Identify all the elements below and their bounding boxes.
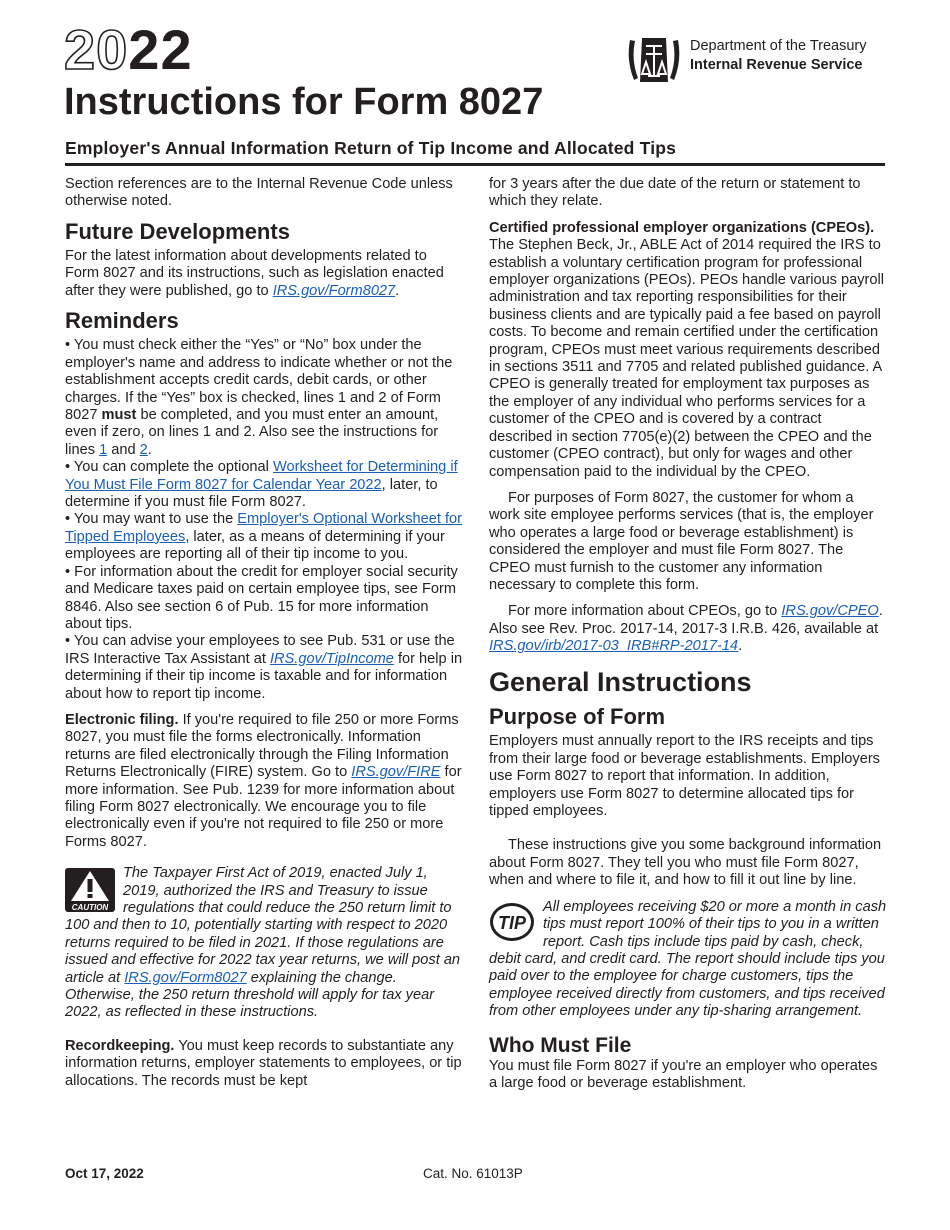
revision-date: Oct 17, 2022 xyxy=(65,1166,144,1181)
irs-cpeo-link[interactable]: IRS.gov/CPEO xyxy=(781,603,879,620)
general-instructions-heading: General Instructions xyxy=(489,666,752,697)
text-run: for help in determining if their tip income is taxable and for information about how to report tip income. xyxy=(65,650,463,702)
tip-note xyxy=(489,899,887,1021)
caution-icon xyxy=(65,868,115,912)
text-run: . xyxy=(147,441,152,458)
purpose-heading: Purpose of Form xyxy=(489,704,666,730)
purpose-paragraph-2: These instructions give you some background information about Form 8027. They tell you who must file Form 8027, when and where to file it, and how to fill it out line by line. xyxy=(489,837,882,889)
paragraph-lead: Recordkeeping. xyxy=(65,1037,175,1054)
reminder-item xyxy=(65,564,463,634)
irs-form8027-link[interactable]: IRS.gov/Form8027 xyxy=(272,282,396,299)
reminder-item xyxy=(65,337,463,459)
text-run: If you're required to file 250 or more Forms 8027, you must file the forms electronically. Information returns are filed electronically through the Filing Information Returns Electronically (FIRE) system. Go to xyxy=(65,711,459,781)
year-outline: 20 xyxy=(64,18,129,81)
tipped-employees-worksheet-link[interactable]: Employer's Optional Worksheet for Tipped Employees xyxy=(65,511,463,545)
irs-fire-link[interactable]: IRS.gov/FIRE xyxy=(351,764,441,781)
agency-department: Department of the Treasury xyxy=(690,38,867,54)
future-developments-text xyxy=(65,248,463,300)
bullet-icon: • xyxy=(65,511,74,528)
recordkeeping-paragraph xyxy=(65,1038,463,1090)
text-run: For more information about CPEOs, go to xyxy=(508,603,782,620)
electronic-filing-paragraph xyxy=(65,712,463,851)
text-run: You must keep records to substantiate any information returns, employer statements to employees, or tip allocations. The records must be kept xyxy=(65,1037,462,1089)
text-run: All employees receiving $20 or more a month in cash tips must report 100% of their tips to you in a written report. Cash tips include tips paid by cash, check, debit card, and credit card. The report should include tips you paid over to the employee for charge customers, tips the employee received directly from customers, and tips received from other employees under any tip-sharing arrangement. xyxy=(489,898,887,1020)
cpeo-paragraph-3 xyxy=(489,603,887,655)
future-developments-heading: Future Developments xyxy=(65,218,290,244)
reminder-item xyxy=(65,459,463,511)
cpeo-paragraph-2: For purposes of Form 8027, the customer for whom a work site employee performs services (that is, the employer who operates a large food or beverage establishment) is considered the employer and must file Form 8027. The CPEO must furnish to the customer any information necessary to complete this form. xyxy=(489,489,874,593)
caution-label: CAUTION xyxy=(71,903,109,913)
text-run: be completed, and you must enter an amount, even if zero, on lines 1 and 2. Also see the instructions for lines xyxy=(65,407,439,458)
paragraph-lead: Electronic filing. xyxy=(65,711,179,728)
tip-label: TIP xyxy=(497,912,527,933)
text-run: For information about the credit for employer social security and Medicare taxes paid on certain employee tips, see Form 8846. Also see section 6 of Pub. 15 for more information about tips. xyxy=(65,563,458,632)
text-run: You must check either the “Yes” or “No” box under the employer's name and address to indicate whether or not the establishment accepts credit cards, debit cards, or other charges. If the “Yes” box is checked, lines 1 and 2 of Form 8027 xyxy=(65,337,453,424)
bullet-icon: • xyxy=(65,633,74,650)
text-run: You can complete the optional xyxy=(73,459,273,476)
catalog-number: Cat. No. 61013P xyxy=(423,1166,523,1181)
bullet-icon: • xyxy=(65,563,75,580)
text-run: You can advise your employees to see Pub. 531 or use the IRS Interactive Tax Assistant at xyxy=(65,633,455,667)
intro-text: Section references are to the Internal Revenue Code unless otherwise noted. xyxy=(65,176,453,210)
reminders-heading: Reminders xyxy=(65,308,179,334)
paragraph-lead: Certified professional employer organizations (CPEOs). xyxy=(489,219,875,236)
line-1-link[interactable]: 1 xyxy=(99,441,108,458)
text-run: explaining the change. Otherwise, the 250 return threshold will apply for tax year 2022, as reflected in these instructions. xyxy=(65,969,435,1021)
text-run: You may want to use the xyxy=(73,511,238,528)
right-column xyxy=(489,176,887,1102)
text-run: for more information. See Pub. 1239 for more information about filing Form 8027 electronically. We encourage you to file electronically even if you're not required to file 250 or more Forms 8027. xyxy=(65,764,462,850)
who-must-file-text: You must file Form 8027 if you're an employer who operates a large food or beverage establishment. xyxy=(489,1057,878,1092)
worksheet-link[interactable]: Worksheet for Determining if You Must File Form 8027 for Calendar Year 2022 xyxy=(65,459,458,493)
page-subtitle: Employer's Annual Information Return of Tip Income and Allocated Tips xyxy=(65,138,677,158)
tipincome-link[interactable]: IRS.gov/TipIncome xyxy=(269,650,394,667)
irs-form8027-link[interactable]: IRS.gov/Form8027 xyxy=(124,969,247,986)
irs-eagle-logo-icon xyxy=(624,32,684,88)
caution-note xyxy=(65,865,463,1022)
line-2-link[interactable]: 2 xyxy=(139,441,148,458)
page-title: Instructions for Form 8027 xyxy=(64,81,544,123)
cpeo-paragraph xyxy=(489,220,887,481)
text-run: , later, to determine if you must file Form 8027. xyxy=(65,476,438,511)
bullet-icon: • xyxy=(65,337,74,354)
who-must-file-heading: Who Must File xyxy=(489,1033,632,1057)
bullet-icon: • xyxy=(65,459,74,476)
text-run: For the latest information about developments related to Form 8027 and its instructions, such as legislation enacted after they were published, go to xyxy=(65,248,444,299)
header-divider xyxy=(65,163,885,166)
irs-logo-block xyxy=(624,32,867,88)
recordkeeping-continued: for 3 years after the due date of the return or statement to which they relate. xyxy=(489,176,861,210)
text-run: , later, as a means of determining if your employees are reporting all of their tip income to you. xyxy=(65,528,445,563)
reminder-item xyxy=(65,511,463,563)
text-run: . Also see Rev. Proc. 2017-14, 2017-3 I.R.B. 426, available at xyxy=(489,603,883,637)
text-run: The Taxpayer First Act of 2019, enacted July 1, 2019, authorized the IRS and Treasury to issue regulations that could reduce the 250 return limit to 100 and then to 10, potentially starting with respect to 2020 returns required to be filed in 2021. If those regulations are issued and effective for 2022 tax year returns, we will post an article at xyxy=(65,865,461,986)
text-run: and xyxy=(107,441,140,458)
year-bold: 22 xyxy=(128,18,193,81)
text-run: . xyxy=(395,282,400,299)
left-column xyxy=(65,176,463,1099)
agency-irs: Internal Revenue Service xyxy=(690,57,863,73)
irb-link[interactable]: IRS.gov/irb/2017-03_IRB#RP-2017-14 xyxy=(489,638,739,655)
text-run: The Stephen Beck, Jr., ABLE Act of 2014 required the IRS to establish a voluntary certification program for professional employer organizations (PEOs). PEOs handle various payroll administration and tax reporting responsibilities for their business clients and are typically paid a fee based on payroll costs. To become and remain certified under the certification program, CPEOs must meet various requirements described in sections 3511 and 7705 and related published guidance. A CPEO is generally treated for employment tax purposes as the employer of any individual who performs services for a customer of the CPEO and is covered by a contract described in section 7705(e)(2) between the CPEO and the customer (CPEO contract), but only for wages and other compensation paid to the individual by the CPEO. xyxy=(489,237,885,480)
tip-icon xyxy=(489,902,535,942)
text-run: must xyxy=(101,407,137,424)
purpose-paragraph: Employers must annually report to the IRS receipts and tips from their large food or beverage establishments. Employers use Form 8027 to report that information. In addition, employers use Form 8027 to determine allocated tips for tipped employees. xyxy=(489,733,880,820)
text-run: . xyxy=(738,638,743,655)
form-year xyxy=(64,18,193,81)
reminder-item xyxy=(65,633,463,703)
